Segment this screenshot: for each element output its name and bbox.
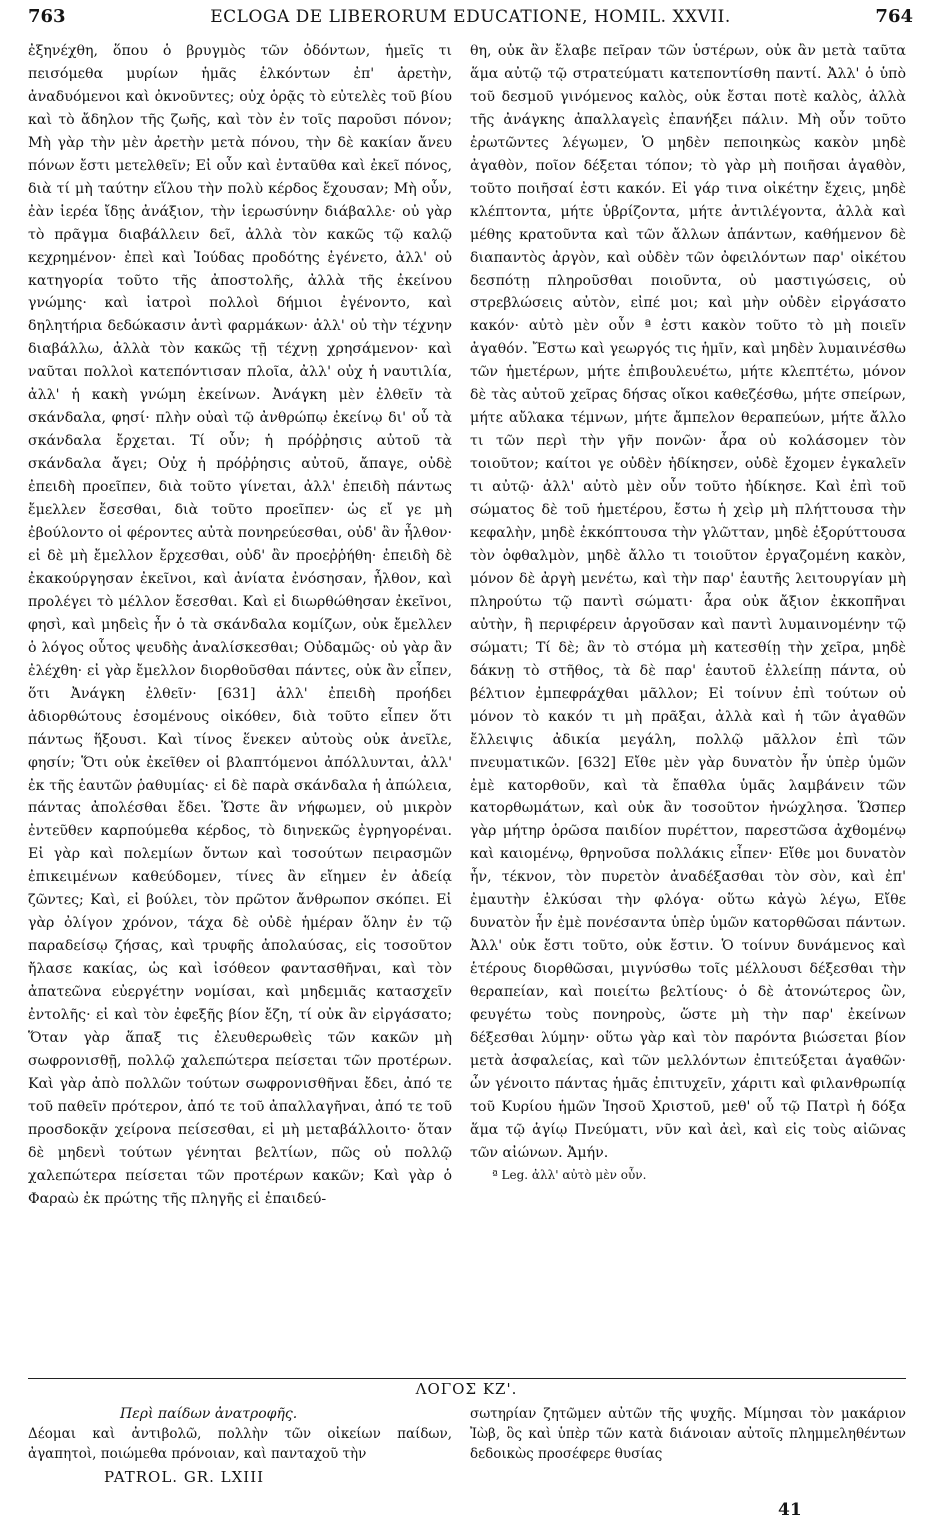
homily-left-text: Δέομαι καὶ ἀντιβολῶ, πολλὴν τῶν οἰκείων παίδων, ἀγαπητοὶ, ποιώμεθα πρόνοιαν, καὶ πανταχοῦ τὴν <box>28 1426 452 1462</box>
right-text-column <box>470 40 906 1183</box>
right-column-text: θη, οὐκ ἂν ἔλαβε πεῖραν τῶν ὑστέρων, οὐκ ἂν μετὰ ταῦτα ἅμα αὐτῷ τῷ στρατεύματι κατεποντίσθη παντί. Ἀλλ' ὁ ὑπὸ τοῦ δεσμοῦ γινόμενος καλὸς, οὐκ ἔσται ποτὲ καλὸς, ἀλλὰ τῆς ἀνάγκης ἀπαλλαγεὶς ἐπανήξει πάλιν. Μὴ οὖν τοῦτο ἐρωτῶντες λέγωμεν, Ὁ μηδὲν πεποιηκὼς κακὸν μηδὲ ἀγαθὸν, ποῖον δέξεται τόπον; τὸ γὰρ μὴ ποιῆσαι ἀγαθὸν, τοῦτο ποιῆσαί ἐστι κακόν. Εἰ γάρ τινα οἰκέτην ἔχεις, μηδὲ κλέπτοντα, μήτε ὑβρίζοντα, μήτε ἀντιλέγοντα, ἀλλὰ καὶ μέθης κρατοῦντα καὶ τῶν ἄλλων ἁπάντων, καθήμενον δὲ διαπαντὸς ἀργὸν, καὶ οὐδὲν τῶν ὀφειλόντων παρ' οἰκέτου δεσπότῃ πληροῦσθαι ποιοῦντα, οὐ μαστιγώσεις, οὐ στρεβλώσεις αὐτὸν, εἰπέ μοι; καὶ μὴν οὐδὲν εἰργάσατο κακόν· αὐτὸ μὲν οὖν ª ἐστι κακὸν τοῦτο τὸ μὴ ποιεῖν ἀγαθόν. Ἔστω καὶ γεωργός τις ἡμῖν, καὶ μηδὲν λυμαινέσθω τῶν ἡμετέρων, μήτε ἐπιβουλευέτω, μήτε κλεπτέτω, μόνον δὲ τὰς αὐτοῦ χεῖρας δήσας οἴκοι καθεζέσθω, μήτε σπείρων, μήτε αὔλακα τέμνων, μήτε ἄμπελον θεραπεύων, μήτε ἄλλο τι τῶν περὶ τὴν γῆν πονῶν· ἆρα οὐ κολάσομεν τὸν τοιοῦτον; καίτοι γε οὐδὲν ἠδίκησεν, οὐδὲ ἔχομεν ἐγκαλεῖν τι αὐτῷ· ἀλλ' αὐτὸ μὲν οὖν τοῦτο ἠδίκησε. Καὶ ἐπὶ τοῦ σώματος δὲ τοῦ ἡμετέρου, ἔστω ἡ χεὶρ μὴ πλήττουσα τὴν κεφαλὴν, μηδὲ ἐκκόπτουσα τὴν γλῶτταν, μηδὲ ἐξορύττουσα τὸν ὀφθαλμὸν, μηδὲ ἄλλο τι τοιοῦτον ἐργαζομένη κακὸν, μόνον δὲ ἀργὴ μενέτω, καὶ τὴν παρ' ἑαυτῆς λειτουργίαν μὴ πληρούτω τῷ παντὶ σώματι· ἆρα οὐκ ἄξιον ἐκκοπῆναι αὐτὴν, ἢ περιφέρειν ἀργοῦσαν καὶ παντὶ λυμαινομένην τῷ σώματι; Τί δὲ; ἂν τὸ στόμα μὴ κατεσθίῃ τὴν χεῖρα, μηδὲ δάκνῃ τὸ στῆθος, τὰ δὲ παρ' ἑαυτοῦ ἐλλείπῃ πάντα, οὐ βέλτιον ἐμπεφράχθαι μᾶλλον; Εἰ τοίνυν ἐπὶ τούτων οὐ μόνον τὸ κακόν τι μὴ πρᾶξαι, ἀλλὰ καὶ ἡ τῶν ἀγαθῶν ἔλλειψις ἀδικία μεγάλη, πολλῷ μᾶλλον ἐπὶ τῶν πνευματικῶν. [632] Εἴθε μὲν γὰρ δυνατὸν ἦν ὑπὲρ ὑμῶν ἐμὲ κατορθοῦν, καὶ τὰ ἔπαθλα ὑμᾶς λαμβάνειν τῶν κατορθωμάτων, καὶ οὐκ ἂν τοσοῦτον ἠνώχλησα. Ὥσπερ γὰρ μήτηρ ὁρῶσα παιδίον πυρέττον, παρεστῶσα ἀχθομένῳ καὶ καιομένῳ, θρηνοῦσα πολλάκις εἶπεν· Εἴθε μοι δυνατὸν ἦν, τέκνον, τὸν πυρετὸν ἀναδέξασθαι τὸν σὸν, καὶ ἐπ' ἐμαυτὴν ἑλκύσαι τὴν φλόγα· οὕτω κἀγὼ λέγω, Εἴθε δυνατὸν ἦν ἐμὲ πονέσαντα ὑπὲρ ὑμῶν κατορθῶσαι πάντων. Ἀλλ' οὐκ ἔστι τοῦτο, οὐκ ἔστιν. Ὁ τοίνυν δυνάμενος καὶ ἑτέρους διορθῶσαι, μιγνύσθω τοῖς μέλλουσι δέξεσθαι τὴν θεραπείαν, καὶ ποιείτω βελτίους· ὁ δὲ ἀτονώτερος ὢν, φευγέτω τοὺς πονηροὺς, ὥστε μὴ τὴν παρ' ἐκείνων δέξεσθαι λύμην· οὕτω γὰρ καὶ τὸν παρόντα βιώσεται βίον μετὰ ἀσφαλείας, καὶ τῶν μελλόντων ἐπιτεύξεται ἀγαθῶν· ὧν γένοιτο πάντας ἡμᾶς ἐπιτυχεῖν, χάριτι καὶ φιλανθρωπίᾳ τοῦ Κυρίου ἡμῶν Ἰησοῦ Χριστοῦ, μεθ' οὗ τῷ Πατρὶ ἡ δόξα ἅμα τῷ ἁγίῳ Πνεύματι, νῦν καὶ ἀεὶ, καὶ εἰς τοὺς αἰῶνας τῶν αἰώνων. Ἀμήν. <box>470 43 906 1161</box>
section-divider <box>28 1378 906 1379</box>
right-page-number: 764 <box>875 6 913 27</box>
homily-right-column <box>470 1404 906 1464</box>
sheet-number: 41 <box>778 1500 802 1520</box>
homily-left-column <box>28 1404 452 1464</box>
running-header <box>28 6 913 36</box>
homily-subtitle: Περὶ παίδων ἀνατροφῆς. <box>120 1406 298 1422</box>
left-column-text: ἐξηνέχθη, ὅπου ὁ βρυγμὸς τῶν ὀδόντων, ἡμεῖς τι πεισόμεθα μυρίων ἡμᾶς ἑλκόντων ἐπ' ἀρετὴν, ἀναδυόμενοι καὶ ὀκνοῦντες; οὐχ ὁρᾷς τὸ εὐτελὲς τοῦ βίου καὶ τὸ ἄδηλον τῆς ζωῆς, καὶ τὸν ἐν τοῖς παροῦσι πόνον; Μὴ γὰρ τὴν μὲν ἀρετὴν μετὰ πόνου, τὴν δὲ κακίαν ἄνευ πόνων ἔστι μετελθεῖν; Εἰ οὖν καὶ ἐνταῦθα καὶ ἐκεῖ πόνος, διὰ τί μὴ ταύτην εἵλου τὴν πολὺ κέρδος ἔχουσαν; Μὴ οὖν, ἐὰν ἱερέα ἴδῃς ἀνάξιον, τὴν ἱερωσύνην διάβαλλε· οὐ γὰρ τὸ πρᾶγμα διαβάλλειν δεῖ, ἀλλὰ τὸν κακῶς τῷ καλῷ κεχρημένον· ἐπεὶ καὶ Ἰούδας προδότης ἐγένετο, ἀλλ' οὐ κατηγορία τοῦτο τῆς ἀποστολῆς, ἀλλὰ τῆς ἐκείνου γνώμης· καὶ ἰατροὶ πολλοὶ δήμιοι ἐγένοντο, καὶ δηλητήρια δεδώκασιν ἀντὶ φαρμάκων· ἀλλ' οὐ τὴν τέχνην διαβάλλω, ἀλλὰ τὸν κακῶς τῇ τέχνῃ χρησάμενον· καὶ ναῦται πολλοὶ κατεπόντισαν πλοῖα, ἀλλ' οὐχ ἡ ναυτιλία, ἀλλ' ἡ κακὴ γνώμη ἐκείνων. Ἀνάγκη μὲν ἐλθεῖν τὰ σκάνδαλα, φησί· πλὴν οὐαὶ τῷ ἀνθρώπῳ ἐκείνῳ δι' οὗ τὰ σκάνδαλα ἔρχεται. Τί οὖν; ἡ πρόῤῥησις αὐτοῦ τὰ σκάνδαλα ἄγει; Οὐχ ἡ πρόῤῥησις αὐτοῦ, ἄπαγε, οὐδὲ ἐπειδὴ προεῖπεν, διὰ τοῦτο γίνεται, ἀλλ' ἐπειδὴ πάντως ἔμελλεν ἔσεσθαι, διὰ τοῦτο προεῖπεν· ὡς εἴ γε μὴ ἐβούλοντο οἱ φέροντες αὐτὰ πονηρεύεσθαι, οὐδ' ἂν ἦλθον· εἰ δὲ μὴ ἔμελλον ἔρχεσθαι, οὐδ' ἂν προεῤῥήθη· ἐπειδὴ δὲ ἐκακούργησαν ἐκεῖνοι, καὶ ἀνίατα ἐνόσησαν, ἦλθον, καὶ προλέγει τὸ μέλλον ἔσεσθαι. Καὶ εἰ διωρθώθησαν ἐκεῖνοι, φησὶ, καὶ μηδεὶς ἦν ὁ τὰ σκάνδαλα κομίζων, οὐκ ἔμελλεν ὁ λόγος οὗτος ψευδὴς ἀναλίσκεσθαι; Οὐδαμῶς· οὐ γὰρ ἂν ἐλέχθη· εἰ γὰρ ἔμελλον διορθοῦσθαι πάντες, οὐκ ἂν εἶπεν, ὅτι Ἀνάγκη ἐλθεῖν· [631] ἀλλ' ἐπειδὴ προήδει ἀδιορθώτους ἐσομένους οἰκόθεν, διὰ τοῦτο εἶπεν ὅτι πάντως ἥξουσι. Καὶ τίνος ἕνεκεν αὐτοὺς οὐκ ἀνεῖλε, φησίν; Ὅτι οὐκ ἐκεῖθεν οἱ βλαπτόμενοι ἀπόλλυνται, ἀλλ' ἐκ τῆς ἑαυτῶν ῥαθυμίας· εἰ δὲ παρὰ σκάνδαλα ἡ ἀπώλεια, πάντας ἀπολέσθαι ἔδει. Ὥστε ἂν νήφωμεν, οὐ μικρὸν ἐντεῦθεν καρπούμεθα κέρδος, τὸ διηνεκῶς ἐγρηγορέναι. Εἰ γὰρ καὶ πολεμίων ὄντων καὶ τοσούτων πειρασμῶν ἐπικειμένων καθεύδομεν, τίνες ἂν εἴημεν ἐν ἀδείᾳ ζῶντες; Καὶ, εἰ βούλει, τὸν πρῶτον ἄνθρωπον σκόπει. Εἰ γὰρ ὀλίγον χρόνον, τάχα δὲ οὐδὲ ἡμέραν ὅλην ἐν τῷ παραδείσῳ ζήσας, καὶ τρυφῆς ἀπολαύσας, εἰς τοσοῦτον ἤλασε κακίας, ὡς καὶ ἰσόθεον φαντασθῆναι, καὶ τὸν ἀπατεῶνα εὐεργέτην νομίσαι, καὶ μηδεμιᾶς κατασχεῖν ἐντολῆς· εἰ καὶ τὸν ἐφεξῆς βίον ἔζη, τί οὐκ ἂν εἰργάσατο; Ὅταν γὰρ ἅπαξ τις ἐλευθερωθεὶς τῶν κακῶν μὴ σωφρονισθῇ, πολλῷ χαλεπώτερα πείσεται τῶν προτέρων. Καὶ γὰρ ἀπὸ πολλῶν τούτων σωφρονισθῆναι ἔδει, ἀπό τε τοῦ παθεῖν πρότερον, ἀπό τε τοῦ ἀπαλλαγῆναι, ἀπό τε τοῦ προσδοκᾷν χείρονα πείσεσθαι, εἰ μὴ μεταβάλλοιτο· ὅταν δὲ μηδενὶ τούτων γένηται βελτίων, πῶς οὐ πολλῷ χαλεπώτερα πείσεται τῶν προτέρων κακῶν; Καὶ γὰρ ὁ Φαραὼ ἐκ πρώτης τῆς πληγῆς εἰ ἐπαιδεύ- <box>28 43 452 1207</box>
left-text-column <box>28 40 452 1211</box>
footnote: ª Leg. ἀλλ' αὐτὸ μὲν οὖν. <box>492 1167 647 1182</box>
left-page-number: 763 <box>28 6 66 27</box>
homily-right-text: σωτηρίαν ζητῶμεν αὐτῶν τῆς ψυχῆς. Μίμησαι τὸν μακάριον Ἰὼβ, ὃς καὶ ὑπὲρ τῶν κατὰ διάνοιαν αὐτοῖς πλημμεληθέντων δεδοικὼς προσέφερε θυσίας <box>470 1406 906 1462</box>
signature-mark: PATROL. GR. LXIII <box>104 1468 265 1486</box>
homily-title: ΛΟΓΟΣ ΚΖ'. <box>415 1380 518 1398</box>
running-title: ECLOGA DE LIBERORUM EDUCATIONE, HOMIL. XXVII. <box>210 7 731 27</box>
